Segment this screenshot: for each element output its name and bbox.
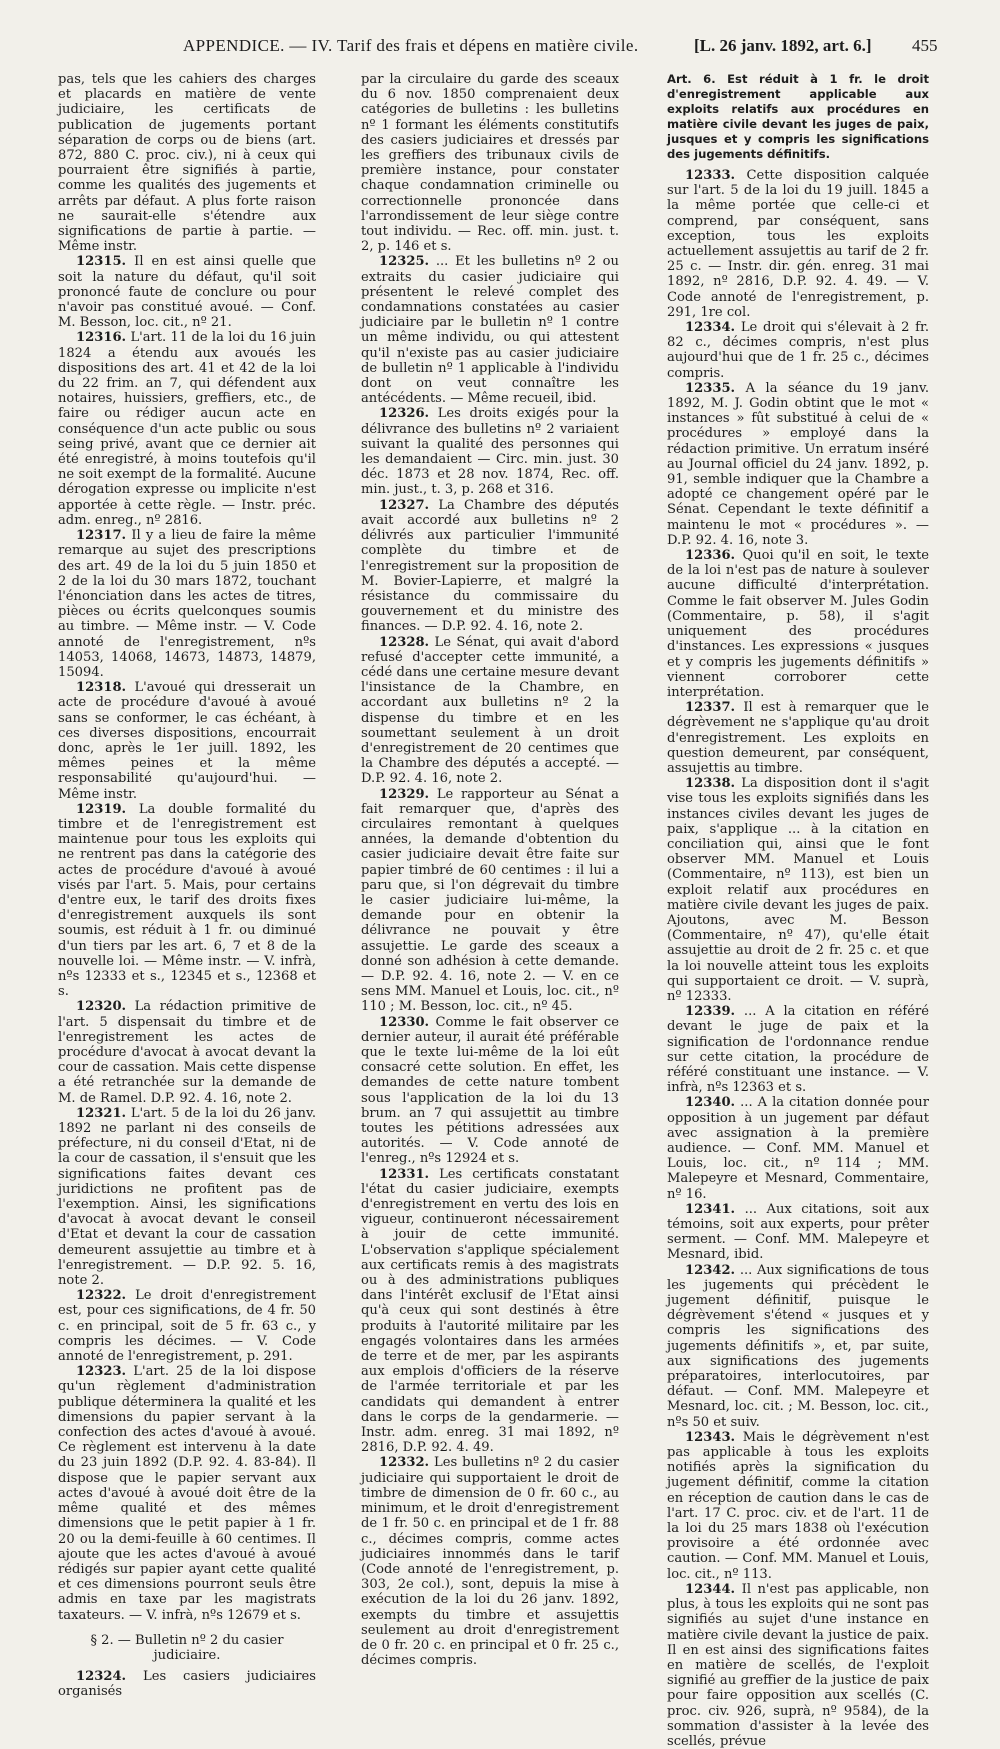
paragraph-12319 [58, 802, 316, 1000]
paragraph-text: ... Aux citations, soit aux témoins, soit aux experts, pour prêter serment. — Conf. MM. Malepeyre et Mesnard, ibid. [667, 1201, 929, 1263]
paragraph-text: Les casiers judiciaires organisés [58, 1669, 316, 1700]
header-reference: [L. 26 janv. 1892, art. 6.] [694, 36, 872, 55]
paragraph-text: Les bulletins nº 2 du casier judiciaire qui supportaient le droit de timbre de dimension de 0 fr. 60 c., au minimum, et le droit d'enregistrement de 1 fr. 50 c. en principal et de 1 fr. 88 c., décimes compris, comme actes judiciaires innommés dans le tarif (Code annoté de l'enregistrement, p. 303, 2e col.), sont, depuis la mise à exécution de la loi du 26 janv. 1892, exempts du timbre et assujettis seulement au droit d'enregistrement de 0 fr. 20 c. en principal et 0 fr. 25 c., décimes compris. [361, 1455, 619, 1669]
paragraph-text: Il en est ainsi quelle que soit la nature du défaut, qu'il soit prononcé faute de conclure ou pour n'avoir pas constitué avoué. — Conf. M. Besson, loc. cit., nº 21. [58, 254, 317, 331]
paragraph-number: 12317. [76, 528, 127, 544]
paragraph: pas, tels que les cahiers des charges et placards en matière de vente judiciaire, les certificats de publication de jugements portant séparation de corps ou de biens (art. 872, 880 C. proc. civ.), ni à ceux qui pourraient être signifiés à partie, comme les qualités des jugements et arrêts par défaut. A plus forte raison ne saurait-elle s'étendre aux significations de partie à partie. — Même instr. [58, 72, 316, 255]
paragraph-12316 [58, 330, 316, 528]
paragraph-text: Il n'est pas applicable, non plus, à tous les exploits qui ne sont pas signifiés au sujet d'une instance en matière civile devant la justice de paix. Il en est ainsi des significations faites en matière de scellés, de l'exploit signifié au greffier de la justice de paix pour faire opposition aux scellés (C. proc. civ. 926, suprà, nº 9584), de la sommation d'assister à la levée des scellés, prévue [667, 1581, 929, 1749]
paragraph-12330 [361, 1015, 619, 1167]
paragraph-text: L'art. 5 de la loi du 26 janv. 1892 ne parlant ni des conseils de préfecture, ni du conseil d'Etat, ni de la cour de cassation, il s'ensuit que les significations faites devant ces juridictions ne profitent pas de l'exemption. Ainsi, les significations d'avocat à avocat devant le conseil d'Etat et devant la cour de cassation demeurent assujettie au timbre et à l'enregistrement. — D.P. 92. 5. 16, note 2. [58, 1105, 316, 1289]
paragraph-12340 [667, 1095, 929, 1201]
paragraph-12337 [667, 700, 929, 776]
paragraph-number: 12339. [685, 1004, 736, 1020]
paragraph-number: 12331. [379, 1166, 430, 1182]
paragraph-number: 12335. [685, 380, 736, 396]
header-title: APPENDICE. — IV. Tarif des frais et dépens en matière civile. [183, 36, 639, 55]
paragraph-12332 [361, 1455, 619, 1668]
paragraph-number: 12341. [685, 1201, 736, 1217]
paragraph-number: 12338. [685, 776, 736, 792]
paragraph-12341 [667, 1202, 929, 1263]
paragraph-text: L'art. 11 de la loi du 16 juin 1824 a étendu aux avoués les dispositions des art. 41 et 42 de la loi du 22 frim. an 7, qui défendent aux notaires, huissiers, greffiers, etc., de faire ou rédiger aucun acte en conséquence d'un acte public ou sous seing privé, avant que ce dernier ait été enregistré, à moins toutefois qu'il ne soit exempt de la formalité. Aucune dérogation expresse ou implicite n'est apportée à cette règle. — Instr. préc. adm. enreg., nº 2816. [58, 330, 316, 528]
paragraph-12344 [667, 1582, 929, 1749]
paragraph-12327 [361, 498, 619, 635]
paragraph-text: L'art. 25 de la loi dispose qu'un règlement d'administration publique déterminera la qualité et les dimensions du papier servant à la confection des actes d'avoué à avoué. Ce règlement est intervenu à la date du 23 juin 1892 (D.P. 92. 4. 83-84). Il dispose que le papier servant aux actes d'avoué à avoué doit être de la même qualité et des mêmes dimensions que le petit papier à 1 fr. 20 ou la demi-feuille à 60 centimes. Il ajoute que les actes d'avoué à avoué rédigés sur papier ayant cette qualité et ces dimensions pourront seuls être admis en taxe par les magistrats taxateurs. — V. infrà, nºs 12679 et s. [58, 1364, 316, 1623]
paragraph-number: 12315. [76, 254, 127, 270]
paragraph-number: 12343. [685, 1429, 736, 1445]
paragraph-text: Le rapporteur au Sénat a fait remarquer que, d'après des circulaires remontant à quelques années, la demande d'obtention du casier judiciaire devait être faite sur papier timbré de 60 centimes : il lui a paru que, si l'on dégrevait du timbre le casier judiciaire lui-même, la demande pour en obtenir la délivrance ne pouvait y être assujettie. Le garde des sceaux a donné son adhésion à cette demande. — D.P. 92. 4. 16, note 2. — V. en ce sens MM. Manuel et Louis, loc. cit., nº 110 ; M. Besson, loc. cit., nº 45. [361, 786, 619, 1015]
paragraph-number: 12321. [76, 1105, 127, 1121]
paragraph-text: ... Aux significations de tous les jugements qui précèdent le jugement définitif, puisque le dégrèvement s'étend « jusques et y compris les significations des jugements définitifs », et, par suite, aux significations des jugements préparatoires, interlocutoires, par défaut. — Conf. MM. Malepeyre et Mesnard, loc. cit. ; M. Besson, loc. cit., nºs 50 et suiv. [667, 1262, 929, 1430]
paragraph-number: 12332. [379, 1455, 430, 1471]
paragraph-number: 12325. [379, 254, 430, 270]
paragraph-12315 [58, 254, 316, 330]
text-column-left [58, 72, 317, 1700]
paragraph-text: ... A la citation en référé devant le juge de paix et la signification de l'ordonnance rendue sur cette citation, la procédure de référé constituant une instance. — V. infrà, nºs 12363 et s. [667, 1004, 929, 1096]
paragraph-text: La disposition dont il s'agit vise tous les exploits signifiés dans les instances civiles devant les juges de paix, s'applique ... à la citation en conciliation qui, ainsi que le font observer MM. Manuel et Louis (Commentaire, nº 113), est bien un exploit relatif aux procédures en matière civile devant les juges de paix. Ajoutons, avec M. Besson (Commentaire, nº 47), qu'elle était assujettie au droit de 2 fr. 25 c. et que la loi nouvelle atteint tous les exploits qui supportaient ce droit. — V. suprà, nº 12333. [667, 776, 929, 1004]
paragraph-number: 12322. [76, 1288, 127, 1304]
paragraph-number: 12337. [685, 700, 736, 716]
paragraph-text: Il est à remarquer que le dégrèvement ne s'applique qu'au droit d'enregistrement. Les exploits en question demeurent, par conséquent, assujettis au timbre. [667, 700, 929, 776]
paragraph-text: ... A la citation donnée pour opposition à un jugement par défaut avec assignation à la première audience. — Conf. MM. Manuel et Louis, loc. cit., nº 114 ; MM. Malepeyre et Mesnard, Commentaire, nº 16. [667, 1095, 929, 1202]
paragraph-12333 [667, 168, 929, 320]
paragraph-number: 12318. [76, 680, 127, 696]
paragraph-12334 [667, 320, 929, 381]
paragraph-12328 [361, 635, 619, 787]
paragraph-number: 12329. [379, 786, 430, 802]
paragraph-text: La double formalité du timbre et de l'enregistrement est maintenue pour tous les exploits qui ne rentrent pas dans la catégorie des actes de procédure d'avoué à avoué visés par l'art. 5. Mais, pour certains d'entre eux, le tarif des droits fixes d'enregistrement auxquels ils sont soumis, est réduit à 1 fr. ou diminué d'un tiers par les art. 6, 7 et 8 de la nouvelle loi. — Même instr. — V. infrà, nºs 12333 et s., 12345 et s., 12368 et s. [58, 801, 316, 1000]
paragraph-12318 [58, 680, 316, 802]
paragraph-number: 12324. [76, 1669, 127, 1685]
paragraph-text: L'avoué qui dresserait un acte de procédure d'avoué à avoué sans se conformer, le cas échéant, à ces diverses dispositions, encourrait donc, après le 1er juill. 1892, les mêmes peines et la même responsabilité qu'aujourd'hui. — Même instr. [58, 680, 316, 802]
paragraph-number: 12342. [685, 1262, 736, 1278]
paragraph-12324 [58, 1669, 316, 1699]
paragraph-text: Les droits exigés pour la délivrance des bulletins nº 2 variaient suivant la qualité des personnes qui les demandaient — Circ. min. just. 30 déc. 1873 et 28 nov. 1874, Rec. off. min. just., t. 3, p. 268 et 316. [361, 406, 619, 498]
paragraph-text: ... Et les bulletins nº 2 ou extraits du casier judiciaire qui présentent le relevé complet des condamnations constatées au casier judiciaire par le bulletin nº 1 contre un même individu, ou qui attestent qu'il n'existe pas au casier judiciaire de bulletin nº 1 applicable à l'individu dont on veut connaître les antécédents. — Même recueil, ibid. [361, 254, 619, 407]
paragraph-12331 [361, 1167, 619, 1456]
text-column-right [667, 72, 930, 1749]
paragraph-text: Comme le fait observer ce dernier auteur, il aurait été préférable que le texte lui-même de la loi eût consacré cette solution. En effet, les demandes de cette nature tombent sous l'application de la loi du 13 brum. an 7 qui assujettit au timbre toutes les pétitions adressées aux autorités. — V. Code annoté de l'enreg., nºs 12924 et s. [361, 1014, 619, 1167]
paragraph-12343 [667, 1430, 929, 1582]
paragraph-12320 [58, 999, 316, 1105]
paragraph-text: Cette disposition calquée sur l'art. 5 de la loi du 19 juill. 1845 a la même portée que celle-ci et comprend, par conséquent, sans exception, tous les exploits actuellement assujettis au tarif de 2 fr. 25 c. — Instr. dir. gén. enreg. 31 mai 1892, nº 2816, D.P. 92. 4. 49. — V. Code annoté de l'enregistrement, p. 291, 1re col. [667, 168, 929, 320]
paragraph-number: 12334. [685, 320, 736, 336]
article-text: Art. 6. Est réduit à 1 fr. le droit d'enregistrement applicable aux exploits relatifs aux procédures en matière civile devant les juges de paix, jusques et y compris les significations des jugements définitifs. [667, 72, 929, 161]
paragraph-text: Le droit qui s'élevait à 2 fr. 82 c., décimes compris, n'est plus aujourd'hui que de 1 fr. 25 c., décimes compris. [667, 320, 930, 381]
paragraph-12325 [361, 254, 619, 406]
paragraph-number: 12326. [379, 406, 430, 422]
paragraph-text: Le droit d'enregistrement est, pour ces significations, de 4 fr. 50 c. en principal, soit de 5 fr. 63 c., y compris les décimes. — V. Code annoté de l'enregistrement, p. 291. [58, 1288, 316, 1365]
paragraph-12323 [58, 1364, 316, 1622]
paragraph-text: Mais le dégrèvement n'est pas applicable à tous les exploits notifiés après la signification du jugement définitif, comme la citation en réception de caution dans le cas de l'art. 17 C. proc. civ. et de l'art. 11 de la loi du 25 mars 1838 où l'exécution provisoire a été ordonnée avec caution. — Conf. MM. Manuel et Louis, loc. cit., nº 113. [667, 1429, 929, 1582]
page-number: 455 [912, 36, 938, 55]
paragraph-text: Le Sénat, qui avait d'abord refusé d'accepter cette immunité, a cédé dans une certaine mesure devant l'insistance de la Chambre, en accordant aux bulletins nº 2 la dispense du timbre et en les soumettant seulement à un droit d'enregistrement de 20 centimes que la Chambre des députés a accepté. — D.P. 92. 4. 16, note 2. [361, 634, 619, 787]
paragraph-number: 12340. [685, 1095, 736, 1111]
paragraph-text: La rédaction primitive de l'art. 5 dispensait du timbre et de l'enregistrement les actes de procédure d'avocat à avocat devant la cour de cassation. Mais cette dispense a été retranchée sur la demande de M. de Ramel. D.P. 92. 4. 16, note 2. [58, 999, 316, 1106]
paragraph: par la circulaire du garde des sceaux du 6 nov. 1850 comprenaient deux catégories de bulletins : les bulletins nº 1 formant les éléments constitutifs des casiers judiciaires et dressés par les greffiers des tribunaux civils de première instance, pour constater chaque condamnation criminelle ou correctionnelle prononcée dans l'arrondissement de leur siège contre tout individu. — Rec. off. min. just. t. 2, p. 146 et s. [361, 72, 619, 255]
paragraph-12321 [58, 1106, 316, 1288]
paragraph-number: 12327. [379, 497, 430, 513]
paragraph-12326 [361, 406, 619, 497]
text-column-middle [361, 72, 619, 1669]
paragraph-text: La Chambre des députés avait accordé aux bulletins nº 2 délivrés aux particulier l'immunité complète du timbre et de l'enregistrement sur la proposition de M. Bovier-Lapierre, et malgré la résistance du commissaire du gouvernement et du ministre des finances. — D.P. 92. 4. 16, note 2. [361, 497, 619, 635]
section-heading: § 2. — Bulletin nº 2 du casier judiciaire. [90, 1632, 284, 1663]
paragraph-number: 12323. [76, 1364, 127, 1380]
paragraph-number: 12316. [76, 330, 127, 346]
paragraph-number: 12319. [76, 801, 127, 817]
paragraph-text: A la séance du 19 janv. 1892, M. J. Godin obtint que le mot « instances » fût substitué à celui de « procédures » employé dans la rédaction primitive. Un erratum inséré au Journal officiel du 24 janv. 1892, p. 91, semble indiquer que la Chambre a adopté ce changement opéré par le Sénat. Cependant le texte définitif a maintenu le mot « procédures ». — D.P. 92. 4. 16, note 3. [667, 380, 929, 548]
paragraph-12336 [667, 548, 929, 700]
paragraph-number: 12344. [685, 1581, 736, 1597]
running-header [0, 36, 1000, 66]
paragraph-12322 [58, 1288, 316, 1364]
paragraph-text: Quoi qu'il en soit, le texte de la loi n'est pas de nature à soulever aucune difficulté d'interprétation. Comme le fait observer M. Jules Godin (Commentaire, p. 58), il s'agit uniquement des procédures d'instances. Les expressions « jusques et y compris les jugements définitifs » viennent corroborer cette interprétation. [667, 548, 929, 700]
paragraph-number: 12336. [685, 548, 736, 564]
paragraph-number: 12328. [379, 634, 430, 650]
paragraph-12335 [667, 381, 929, 548]
paragraph-12317 [58, 528, 316, 680]
paragraph-12342 [667, 1263, 929, 1430]
paragraph-text: Il y a lieu de faire la même remarque au sujet des prescriptions des art. 49 de la loi du 5 juin 1850 et 2 de la loi du 30 mars 1872, touchant l'énonciation dans les actes de titres, pièces ou écrits quelconques soumis au timbre. — Même instr. — V. Code annoté de l'enregistrement, nºs 14053, 14068, 14673, 14873, 14879, 15094. [58, 528, 316, 680]
paragraph-12338 [667, 776, 929, 1004]
paragraph-12329 [361, 787, 619, 1015]
paragraph-number: 12320. [76, 999, 127, 1015]
paragraph-number: 12330. [379, 1014, 430, 1030]
paragraph-12339 [667, 1004, 929, 1095]
paragraph-text: Les certificats constatant l'état du casier judiciaire, exempts d'enregistrement en vertu des lois en vigueur, continueront nécessairement à jouir de cette immunité. L'observation s'applique spécialement aux certificats remis à des magistrats ou à des administrations publiques dans l'intérêt exclusif de l'Etat ainsi qu'à ceux qui sont destinés à être produits à l'autorité militaire par les engagés volontaires dans les armées de terre et de mer, par les aspirants aux emplois d'officiers de la réserve de l'armée territoriale et par les candidats qui demandent à entrer dans le corps de la gendarmerie. — Instr. adm. enreg. 31 mai 1892, nº 2816, D.P. 92. 4. 49. [361, 1166, 619, 1456]
paragraph-number: 12333. [685, 168, 736, 183]
